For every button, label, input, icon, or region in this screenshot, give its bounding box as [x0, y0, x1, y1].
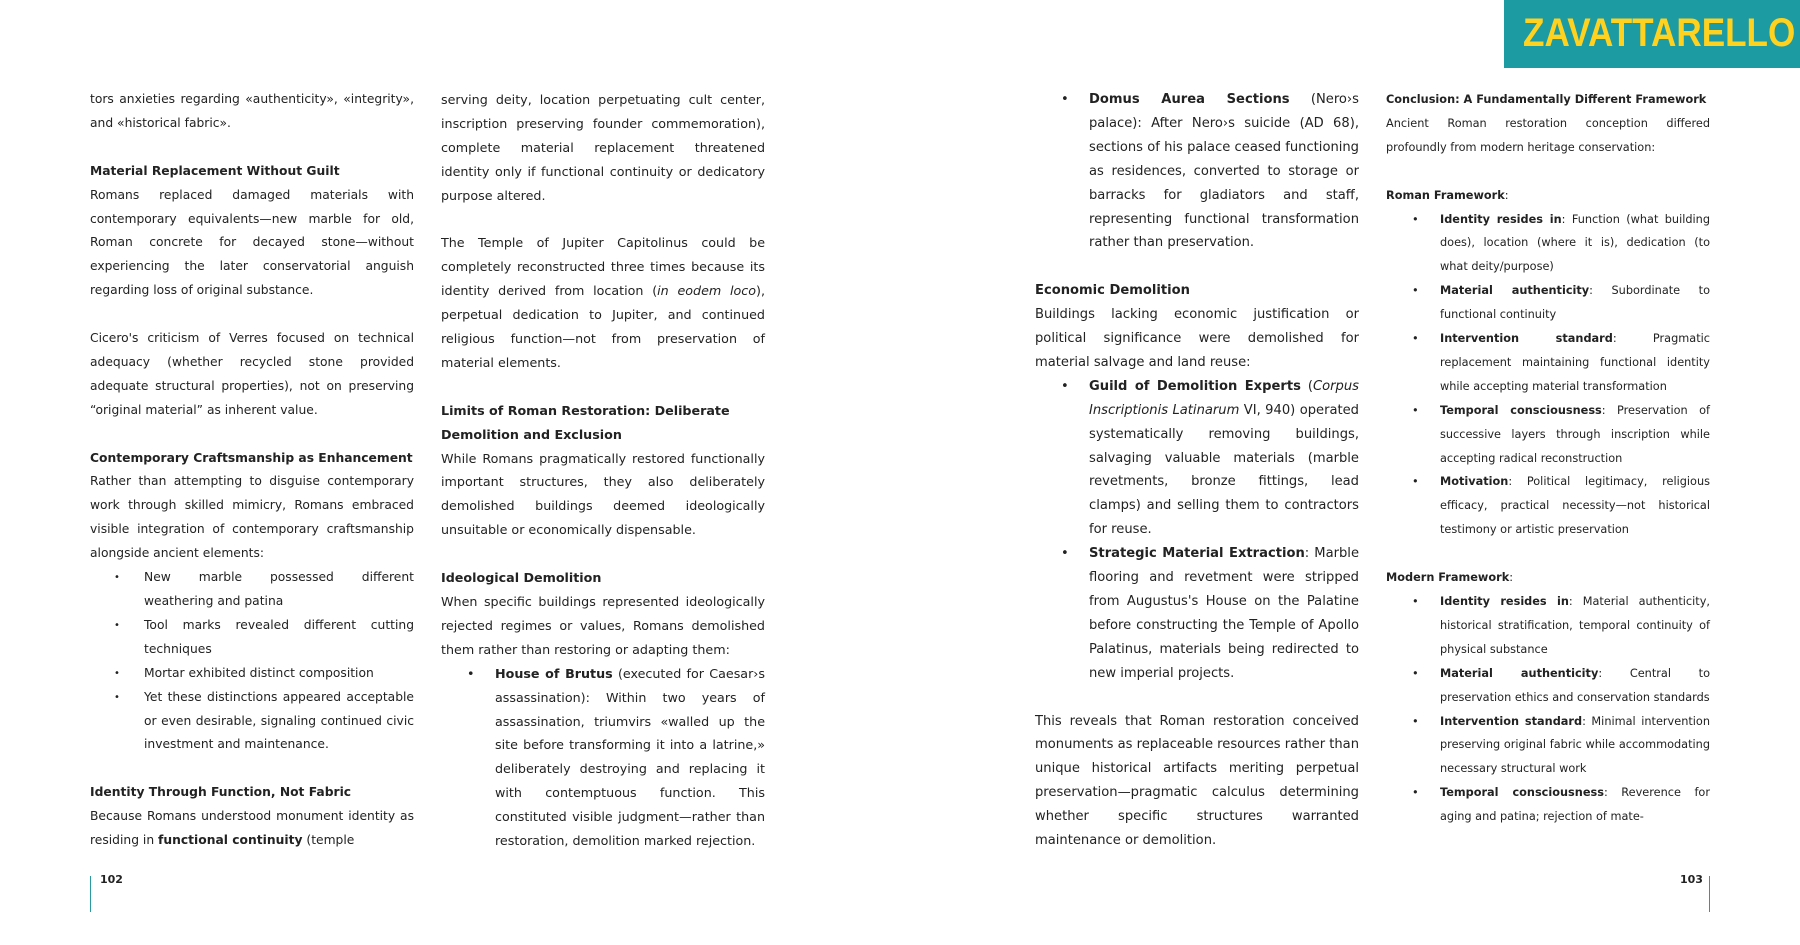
bullet-icon: •	[114, 572, 120, 584]
list-item: • Material authenticity: Subordinate to functional continuity	[1386, 279, 1710, 327]
paragraph: Cicero's criticism of Verres focused on technical adequacy (whether recycled stone provided adequate structural properties), not on preserving “original material” as inherent value.	[90, 331, 414, 417]
bullet-list	[441, 662, 765, 853]
paragraph: Romans replaced damaged materials with contemporary equivalents—new marble for old, Roman concrete for decayed stone—without experiencing the later conservatorial anguish regarding loss of original substance.	[90, 187, 414, 298]
paragraph: Ancient Roman restoration conception differed profoundly from modern heritage conservation:	[1386, 116, 1710, 154]
paragraph: Buildings lacking economic justification or political significance were demolished for material salvage and land reuse:	[1035, 307, 1359, 370]
list-item: • Strategic Material Extraction: Marble flooring and revetment were stripped from Augustus's House on the Palatine before constructing the Temple of Apollo Palatinus, materials being redirected to new imperial projects.	[1035, 542, 1359, 685]
list-item: • New marble possessed different weathering and patina	[90, 566, 414, 614]
bullet-icon: •	[114, 691, 120, 703]
list-item: • Mortar exhibited distinct composition	[90, 662, 414, 686]
bullet-icon: •	[114, 667, 120, 679]
bullet-icon: •	[1412, 714, 1419, 728]
left-page-column-2	[441, 88, 765, 853]
page-number-rule	[1709, 876, 1710, 912]
list-item: • House of Brutus (executed for Caesar›s assassination): Within two years of assassination, triumvirs «walled up the site before transforming it into a latrine,» deliberately destroying and replacing it with contemptuous function. This constituted visible judgment—rather than restoration, demolition marked rejection.	[441, 662, 765, 853]
bullet-icon: •	[1061, 546, 1069, 562]
list-item: • Motivation: Political legitimacy, religious efficacy, practical necessity—not historical testimony or artistic preservation	[1386, 470, 1710, 542]
page-number-rule	[90, 876, 91, 912]
bullet-icon: •	[114, 619, 120, 631]
right-page-column-2	[1386, 88, 1710, 829]
list-item: • Identity resides in: Function (what building does), location (where it is), dedication (to what deity/purpose)	[1386, 208, 1710, 280]
bullet-icon: •	[467, 665, 475, 681]
framework-heading: Modern Framework:	[1386, 571, 1514, 585]
list-item: • Intervention standard: Minimal intervention preserving original fabric while accommodating necessary structural work	[1386, 710, 1710, 782]
bullet-list	[1035, 375, 1359, 686]
list-item: • Domus Aurea Sections (Nero›s palace): After Nero›s suicide (AD 68), sections of his palace ceased functioning as residences, converted to storage or barracks for gladiators and staff, representing functional transformation rather than preservation.	[1035, 88, 1359, 255]
bullet-list	[90, 566, 414, 757]
bullet-list	[1386, 590, 1710, 829]
bullet-icon: •	[1412, 284, 1419, 298]
section-heading: Conclusion: A Fundamentally Different Framework	[1386, 93, 1707, 106]
paragraph: Because Romans understood monument identity as residing in functional continuity (temple	[90, 809, 414, 848]
section-heading: Limits of Roman Restoration: Deliberate Demolition and Exclusion	[441, 402, 730, 442]
list-item: • Material authenticity: Central to preservation ethics and conservation standards	[1386, 662, 1710, 710]
list-item: • Yet these distinctions appeared acceptable or even desirable, signaling continued civic investment and maintenance.	[90, 686, 414, 758]
framework-heading: Roman Framework:	[1386, 188, 1509, 202]
paragraph: The Temple of Jupiter Capitolinus could be completely reconstructed three times because its identity derived from location (in eodem loco), perpetual dedication to Jupiter, and continued religious function—not from preservation of material elements.	[441, 235, 765, 370]
bullet-icon: •	[1061, 378, 1069, 394]
bullet-icon: •	[1412, 666, 1419, 680]
bullet-icon: •	[1412, 475, 1419, 489]
list-item: • Identity resides in: Material authenticity, historical stratification, temporal continuity of physical substance	[1386, 590, 1710, 662]
page-number-right: 103	[1680, 873, 1703, 886]
list-item: • Guild of Demolition Experts (Corpus Inscriptionis Latinarum VI, 940) operated systematically removing buildings, salvaging valuable materials (marble revetments, bronze fittings, lead clamps) and selling them to contractors for reuse.	[1035, 375, 1359, 542]
paragraph: This reveals that Roman restoration conceived monuments as replaceable resources rather than unique historical artifacts meriting perpetual preservation—pragmatic calculus determining whether specific structures warranted maintenance or demolition.	[1035, 713, 1359, 849]
section-heading: Material Replacement Without Guilt	[90, 163, 340, 178]
bullet-list	[1035, 88, 1359, 255]
page-number-left: 102	[100, 873, 123, 886]
paragraph: While Romans pragmatically restored functionally important structures, they also deliberately demolished buildings deemed ideologically unsuitable or economically dispensable.	[441, 450, 765, 538]
bullet-icon: •	[1412, 403, 1419, 417]
bullet-icon: •	[1412, 212, 1419, 226]
section-heading: Contemporary Craftsmanship as Enhancement	[90, 450, 413, 465]
bullet-icon: •	[1412, 595, 1419, 608]
list-item: • Tool marks revealed different cutting techniques	[90, 614, 414, 662]
bullet-icon: •	[1061, 92, 1069, 107]
bullet-icon: •	[1412, 786, 1419, 800]
left-page-column-1	[90, 88, 414, 853]
list-item: • Temporal consciousness: Reverence for aging and patina; rejection of mate-	[1386, 781, 1710, 829]
right-page-column-1	[1035, 88, 1359, 853]
list-item: • Intervention standard: Pragmatic replacement maintaining functional identity while accepting material transformation	[1386, 327, 1710, 399]
book-title-banner: ZAVATTARELLO	[1504, 0, 1800, 68]
bullet-icon: •	[1412, 332, 1419, 346]
section-heading: Economic Demolition	[1035, 283, 1190, 299]
section-heading: Ideological Demolition	[441, 570, 602, 586]
section-heading: Identity Through Function, Not Fabric	[90, 785, 352, 800]
paragraph: Rather than attempting to disguise contemporary work through skilled mimicry, Romans embraced visible integration of contemporary craftsmanship alongside ancient elements:	[90, 474, 414, 561]
paragraph: tors anxieties regarding «authenticity», «integrity», and «historical fabric».	[90, 92, 414, 130]
bullet-list	[1386, 208, 1710, 543]
list-item: • Temporal consciousness: Preservation of successive layers through inscription while accepting radical reconstruction	[1386, 399, 1710, 471]
paragraph: When specific buildings represented ideologically rejected regimes or values, Romans demolished them rather than restoring or adapting them:	[441, 593, 765, 657]
paragraph: serving deity, location perpetuating cult center, inscription preserving founder commemoration), complete material replacement threatened identity only if functional continuity or dedicatory purpose altered.	[441, 92, 765, 203]
